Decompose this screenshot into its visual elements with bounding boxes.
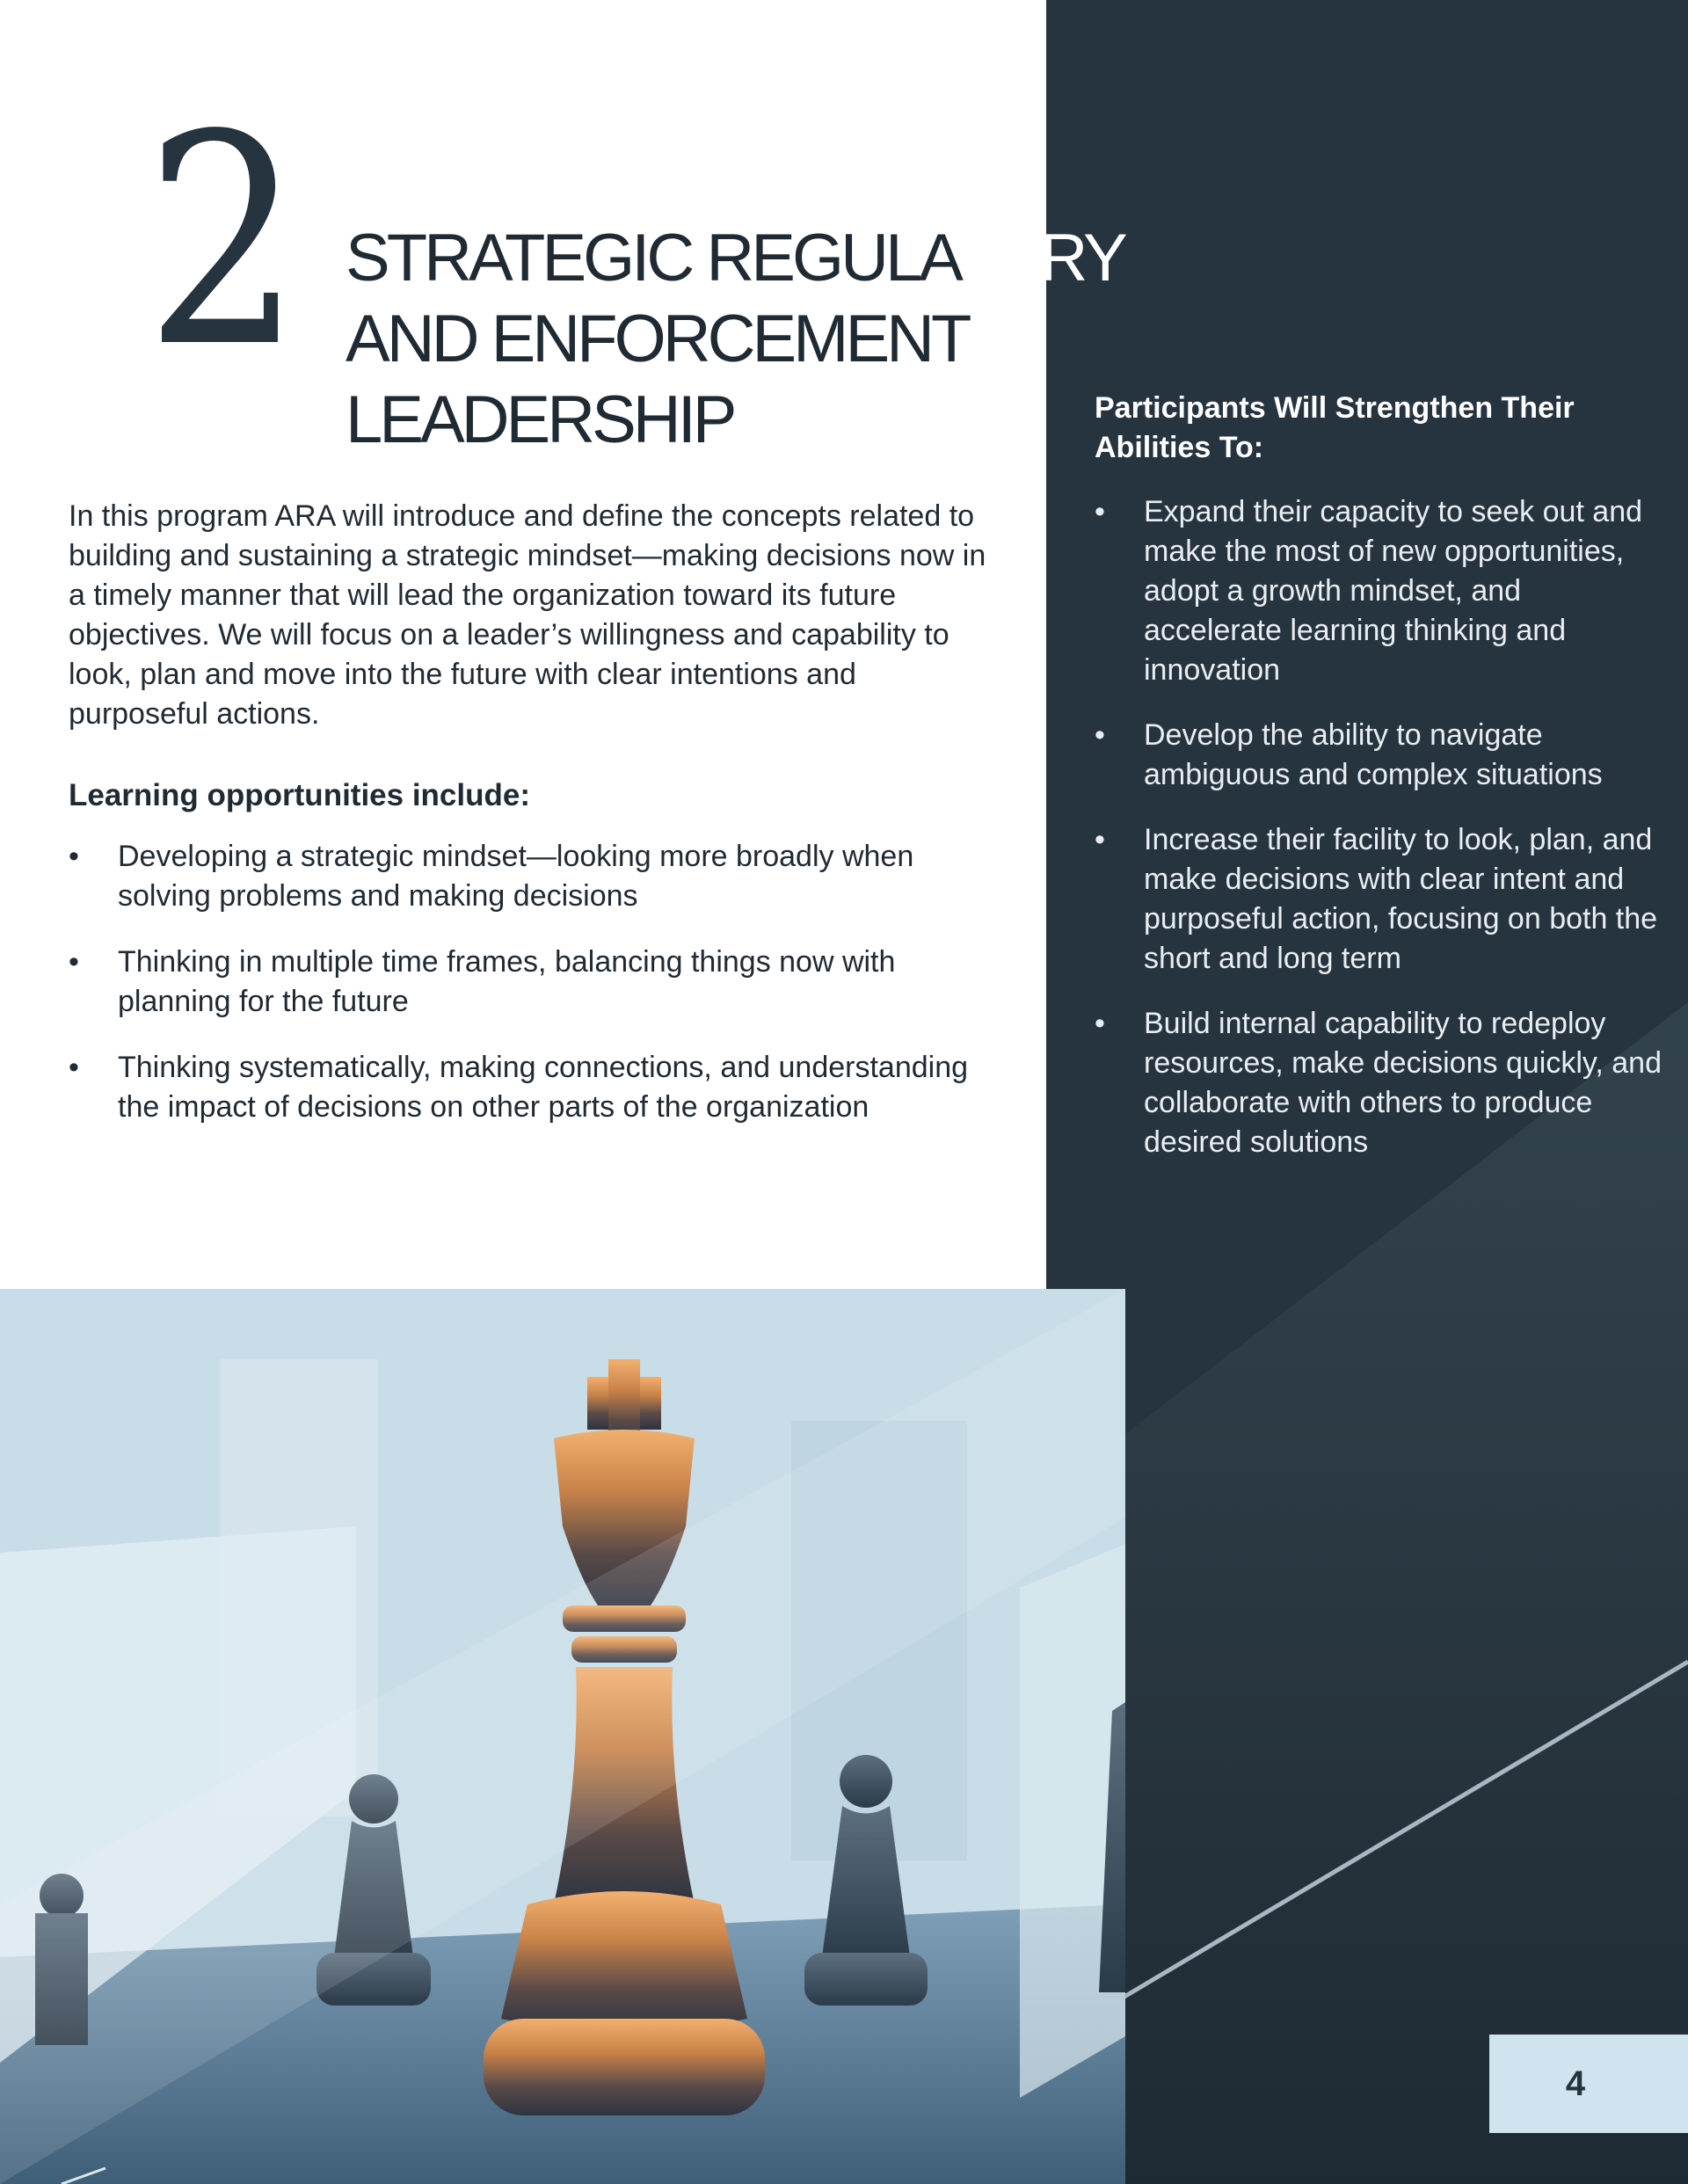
list-item-text: Expand their capacity to seek out and make the most of new opportunities, adopt a growth mindset, and accelerate learning thinking and innovation xyxy=(1144,495,1643,687)
list-item xyxy=(1095,820,1666,979)
bullet-icon: • xyxy=(1095,495,1105,528)
page-number-box xyxy=(1489,2035,1688,2133)
bullet-icon: • xyxy=(1095,823,1105,856)
list-item xyxy=(69,943,1000,1022)
list-item-text: Build internal capability to redeploy resources, make decisions quickly, and collaborate with others to produce desired solutions xyxy=(1144,1007,1662,1159)
list-item-text: Thinking in multiple time frames, balancing things now with planning for the future xyxy=(118,945,896,1018)
list-item-text: Increase their facility to look, plan, and make decisions with clear intent and purposeful action, focusing on both the short and long term xyxy=(1144,823,1658,975)
list-item xyxy=(69,837,1000,916)
bullet-icon: • xyxy=(1095,718,1105,752)
bullet-icon: • xyxy=(69,1051,79,1084)
intro-paragraph: In this program ARA will introduce and define the concepts related to building and sustaining a strategic mindset—making decisions now in a timely manner that will lead the organization toward its future objectives. We will focus on a leader’s willingness and capability to look, plan and move into the future with clear intentions and purposeful actions. xyxy=(69,499,986,731)
title-line-1-light-part: TORY xyxy=(955,221,1124,295)
title-line-1-dark-part: STRATEGIC REGULA xyxy=(346,221,956,295)
list-item xyxy=(1095,1004,1666,1162)
bullet-icon: • xyxy=(69,945,79,979)
title-line-3: LEADERSHIP xyxy=(346,382,734,457)
participants-heading: Participants Will Strengthen Their Abilities To: xyxy=(1095,391,1575,464)
list-item xyxy=(69,1048,1000,1127)
chess-king-photo xyxy=(0,1289,1125,2184)
list-item xyxy=(1095,716,1666,795)
list-item-text: Developing a strategic mindset—looking more broadly when solving problems and making decisions xyxy=(118,840,914,913)
title-line-1 xyxy=(346,218,1124,299)
participants-list xyxy=(1095,492,1666,1188)
learning-heading: Learning opportunities include: xyxy=(69,778,530,812)
title-line-2: AND ENFORCEMENT xyxy=(346,302,969,376)
learning-list xyxy=(69,837,1000,1154)
list-item xyxy=(1095,492,1666,690)
list-item-text: Thinking systematically, making connections, and understanding the impact of decisions on other parts of the organization xyxy=(118,1051,969,1124)
bullet-icon: • xyxy=(69,840,79,873)
bullet-icon: • xyxy=(1095,1007,1105,1040)
section-title xyxy=(346,218,1124,461)
section-number: 2 xyxy=(145,73,302,411)
list-item-text: Develop the ability to navigate ambiguous and complex situations xyxy=(1144,718,1603,791)
page-number: 4 xyxy=(1565,2064,1586,2103)
